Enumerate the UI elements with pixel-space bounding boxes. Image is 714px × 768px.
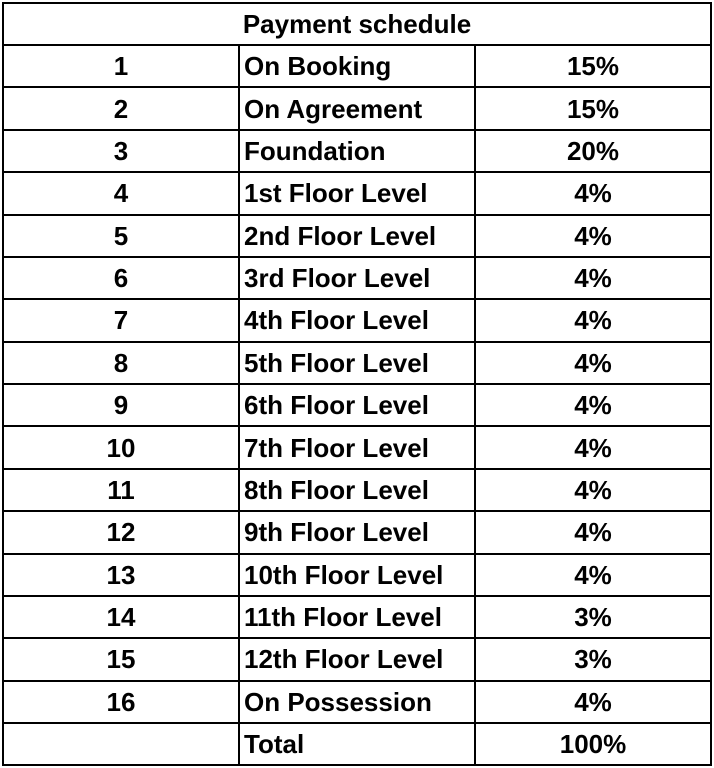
total-percent: 100% xyxy=(475,723,711,765)
installment-percent: 4% xyxy=(475,511,711,553)
installment-number: 14 xyxy=(3,596,239,638)
installment-percent: 4% xyxy=(475,469,711,511)
installment-percent: 3% xyxy=(475,596,711,638)
installment-number: 9 xyxy=(3,384,239,426)
installment-number: 1 xyxy=(3,45,239,87)
stage-label: 9th Floor Level xyxy=(239,511,475,553)
total-number xyxy=(3,723,239,765)
stage-label: 4th Floor Level xyxy=(239,299,475,341)
table-body xyxy=(3,45,711,723)
stage-label: 1st Floor Level xyxy=(239,172,475,214)
table-row xyxy=(3,596,711,638)
installment-number: 13 xyxy=(3,554,239,596)
installment-percent: 4% xyxy=(475,681,711,723)
installment-percent: 20% xyxy=(475,130,711,172)
installment-number: 7 xyxy=(3,299,239,341)
payment-schedule-table xyxy=(2,2,712,766)
installment-number: 15 xyxy=(3,638,239,680)
stage-label: 5th Floor Level xyxy=(239,342,475,384)
table-row xyxy=(3,130,711,172)
installment-number: 11 xyxy=(3,469,239,511)
table-row xyxy=(3,681,711,723)
stage-label: 3rd Floor Level xyxy=(239,257,475,299)
installment-percent: 15% xyxy=(475,87,711,129)
table-row xyxy=(3,511,711,553)
installment-percent: 4% xyxy=(475,257,711,299)
total-row xyxy=(3,723,711,765)
stage-label: 12th Floor Level xyxy=(239,638,475,680)
table-row xyxy=(3,215,711,257)
stage-label: 10th Floor Level xyxy=(239,554,475,596)
installment-percent: 4% xyxy=(475,215,711,257)
table-row xyxy=(3,469,711,511)
table-title-row xyxy=(3,3,711,45)
stage-label: On Agreement xyxy=(239,87,475,129)
total-label: Total xyxy=(239,723,475,765)
table-row xyxy=(3,342,711,384)
installment-percent: 4% xyxy=(475,172,711,214)
stage-label: 11th Floor Level xyxy=(239,596,475,638)
table-row xyxy=(3,45,711,87)
stage-label: 7th Floor Level xyxy=(239,426,475,468)
installment-percent: 4% xyxy=(475,342,711,384)
stage-label: 6th Floor Level xyxy=(239,384,475,426)
stage-label: Foundation xyxy=(239,130,475,172)
installment-percent: 4% xyxy=(475,384,711,426)
installment-percent: 3% xyxy=(475,638,711,680)
installment-percent: 4% xyxy=(475,426,711,468)
table-row xyxy=(3,554,711,596)
table-row xyxy=(3,426,711,468)
installment-number: 2 xyxy=(3,87,239,129)
table-row xyxy=(3,257,711,299)
stage-label: On Booking xyxy=(239,45,475,87)
installment-number: 16 xyxy=(3,681,239,723)
installment-number: 5 xyxy=(3,215,239,257)
table-row xyxy=(3,172,711,214)
installment-number: 4 xyxy=(3,172,239,214)
table-row xyxy=(3,299,711,341)
stage-label: On Possession xyxy=(239,681,475,723)
installment-number: 12 xyxy=(3,511,239,553)
installment-number: 8 xyxy=(3,342,239,384)
table-row xyxy=(3,384,711,426)
stage-label: 2nd Floor Level xyxy=(239,215,475,257)
installment-percent: 4% xyxy=(475,299,711,341)
table-title: Payment schedule xyxy=(3,3,711,45)
installment-number: 10 xyxy=(3,426,239,468)
installment-number: 6 xyxy=(3,257,239,299)
stage-label: 8th Floor Level xyxy=(239,469,475,511)
installment-number: 3 xyxy=(3,130,239,172)
table-row xyxy=(3,638,711,680)
installment-percent: 4% xyxy=(475,554,711,596)
table-row xyxy=(3,87,711,129)
installment-percent: 15% xyxy=(475,45,711,87)
